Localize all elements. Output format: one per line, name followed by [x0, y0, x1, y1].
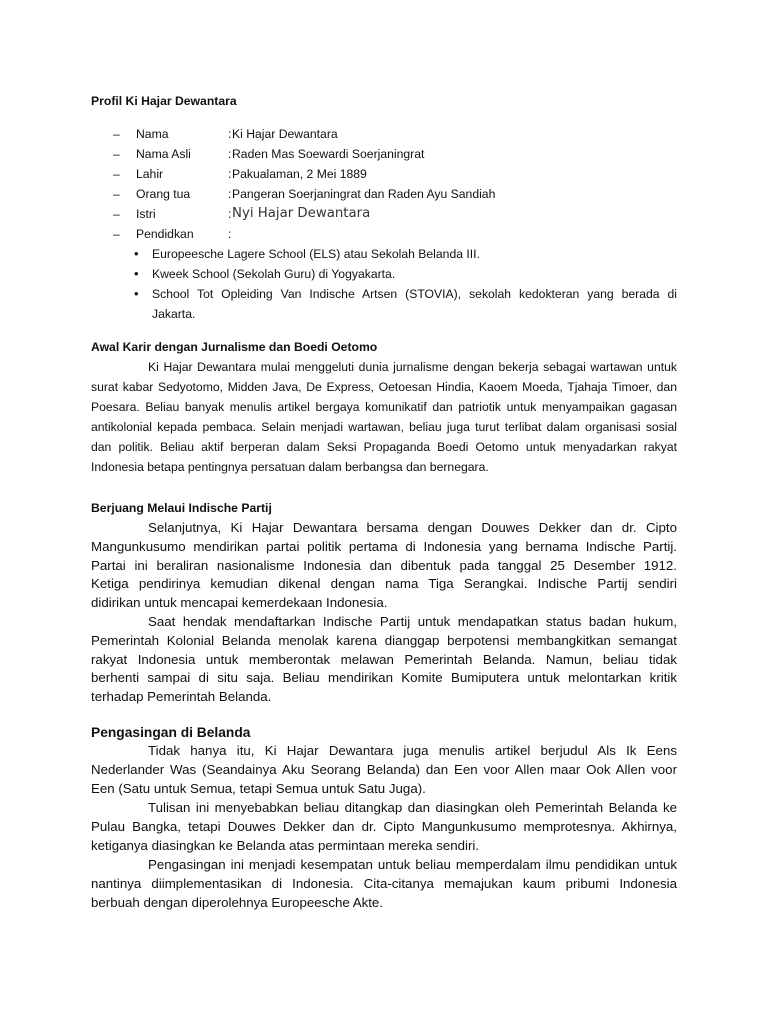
education-item-text-block: [152, 244, 677, 264]
profile-separator: :: [228, 187, 232, 201]
profile-row-lahir: [91, 164, 677, 184]
profile-separator: :: [228, 207, 232, 221]
profile-row-pendidikan: [91, 224, 677, 244]
section-heading: Pengasingan di Belanda: [91, 725, 251, 740]
profile-separator: :: [228, 227, 232, 241]
paragraph-line: nantinya diimplementasikan di Indonesia. Cita-citanya memajukan kaum pribumi Indonesia: [91, 876, 677, 891]
education-item-text-block: [152, 264, 677, 284]
paragraph-line: Poesara. Beliau banyak menulis artikel bergaya komunikatif dan patriotik untuk menyampaikan gagasan: [91, 400, 677, 414]
profile-separator: :: [228, 147, 232, 161]
dash-marker: –: [113, 167, 120, 181]
profile-list: [91, 124, 677, 244]
paragraph-line: Pulau Bangka, tetapi Douwes Dekker dan dr. Cipto Mangunkusumo memprotesnya. Akhirnya,: [91, 819, 677, 834]
paragraph-line: antikolonial kepada pembaca. Selain menjadi wartawan, beliau juga turut terlibat dalam organisasi sosial: [91, 420, 677, 434]
paragraph-line: Indonesia betapa pentingnya persatuan dalam berbangsa dan bernegara.: [91, 460, 489, 474]
education-item: [91, 284, 677, 324]
paragraph: [91, 741, 677, 798]
profile-row-nama-asli: [91, 144, 677, 164]
profile-label: Nama: [136, 127, 169, 141]
dash-marker: –: [113, 147, 120, 161]
profile-value: Pangeran Soerjaningrat dan Raden Ayu Sandiah: [232, 187, 496, 201]
section-body: [91, 741, 677, 912]
paragraph-line: dan politik. Beliau aktif berperan dalam Seksi Propaganda Boedi Oetomo untuk menyadarkan rakyat: [91, 440, 677, 454]
profile-separator: :: [228, 127, 232, 141]
education-item-text: Kweek School (Sekolah Guru) di Yogyakarta.: [152, 267, 396, 281]
education-list: [91, 244, 677, 324]
profile-label: Nama Asli: [136, 147, 191, 161]
profile-value: Ki Hajar Dewantara: [232, 127, 338, 141]
profile-value: Raden Mas Soewardi Soerjaningrat: [232, 147, 425, 161]
paragraph-line: didirikan untuk mencapai kemerdekaan Indonesia.: [91, 595, 388, 611]
profile-separator: :: [228, 167, 232, 181]
paragraph-line: berbuah dengan diperolehnya Europeesche Akte.: [91, 895, 384, 910]
paragraph-line: ketiganya diasingkan ke Belanda atas permintaan mereka sendiri.: [91, 838, 480, 853]
profile-label: Pendidkan: [136, 227, 194, 241]
paragraph-line: Partai ini beraliran nasionalisme Indonesia dan dibentuk pada tanggal 25 Desember 1912.: [91, 557, 677, 573]
bullet-marker: •: [134, 286, 139, 301]
dash-marker: –: [113, 207, 120, 221]
education-item-text: Europeesche Lagere School (ELS) atau Sekolah Belanda III.: [152, 247, 480, 261]
dash-marker: –: [113, 127, 120, 141]
paragraph-line: Mangunkusumo mendirikan partai politik pertama di Indonesia yang bernama Indische Partij.: [91, 538, 677, 554]
section-body: [91, 357, 677, 477]
paragraph-line: Ki Hajar Dewantara mulai menggeluti dunia jurnalisme dengan bekerja sebagai wartawan untuk: [148, 360, 677, 374]
paragraph-line: Ketiga pendirinya kemudian dikenal dengan nama Tiga Serangkai. Indische Partij sendiri: [91, 576, 677, 592]
paragraph-line: Pengasingan ini menjadi kesempatan untuk beliau memperdalam ilmu pendidikan untuk: [148, 857, 677, 872]
profile-label: Lahir: [136, 167, 164, 181]
profile-label: Orang tua: [136, 187, 191, 201]
education-item: [91, 244, 677, 264]
education-item-text-block: [152, 284, 677, 324]
profile-row-orang-tua: [91, 184, 677, 204]
paragraph-line: Pemerintah Kolonial Belanda menolak karena dianggap berpotensi membangkitkan semangat: [91, 632, 677, 648]
paragraph: [91, 855, 677, 912]
paragraph: [91, 357, 677, 477]
section-heading: Awal Karir dengan Jurnalisme dan Boedi Oetomo: [91, 340, 378, 354]
education-item-text: School Tot Opleiding Van Indische Artsen (STOVIA), sekolah kedokteran yang berada di: [152, 287, 677, 301]
profile-value: Pakualaman, 2 Mei 1889: [232, 167, 367, 181]
paragraph-line: terhadap Pemerintah Belanda.: [91, 689, 272, 705]
paragraph-line: Tidak hanya itu, Ki Hajar Dewantara juga menulis artikel berjudul Als Ik Eens: [148, 743, 677, 758]
paragraph-line: rakyat Indonesia untuk memberontak melawan Pemerintah Belanda. Namun, beliau tidak: [91, 651, 677, 667]
paragraph-line: Saat hendak mendaftarkan Indische Partij untuk mendapatkan status badan hukum,: [148, 613, 677, 629]
paragraph-line: surat kabar Sedyotomo, Midden Java, De Express, Oetoesan Hindia, Kaoem Moeda, Tjahaja Timoer, dan: [91, 380, 677, 394]
paragraph-line: berhenti sampai di situ saja. Beliau mendirikan Komite Bumiputera untuk melontarkan kritik: [91, 670, 677, 686]
document-title: Profil Ki Hajar Dewantara: [91, 94, 237, 108]
bullet-marker: •: [134, 266, 139, 281]
profile-row-nama: [91, 124, 677, 144]
paragraph-line: Nederlander Was (Seandainya Aku Seorang Belanda) dan Een voor Allen maar Ook Allen voor: [91, 762, 677, 777]
paragraph: [91, 519, 677, 613]
dash-marker: –: [113, 187, 120, 201]
bullet-marker: •: [134, 246, 139, 261]
paragraph-line: Een (Satu untuk Semua, tetapi Semua untuk Satu Juga).: [91, 781, 426, 796]
profile-row-istri: [91, 204, 677, 224]
paragraph-line: Tulisan ini menyebabkan beliau ditangkap dan diasingkan oleh Pemerintah Belanda ke: [148, 800, 677, 815]
section-heading: Berjuang Melaui Indische Partij: [91, 501, 272, 515]
paragraph: [91, 798, 677, 855]
profile-label: Istri: [136, 207, 156, 221]
education-item: [91, 264, 677, 284]
section-body: [91, 519, 677, 707]
profile-value: Nyi Hajar Dewantara: [232, 206, 371, 221]
paragraph: [91, 613, 677, 707]
dash-marker: –: [113, 227, 120, 241]
paragraph-line: Selanjutnya, Ki Hajar Dewantara bersama dengan Douwes Dekker dan dr. Cipto: [148, 520, 677, 535]
education-item-text: Jakarta.: [152, 307, 196, 321]
